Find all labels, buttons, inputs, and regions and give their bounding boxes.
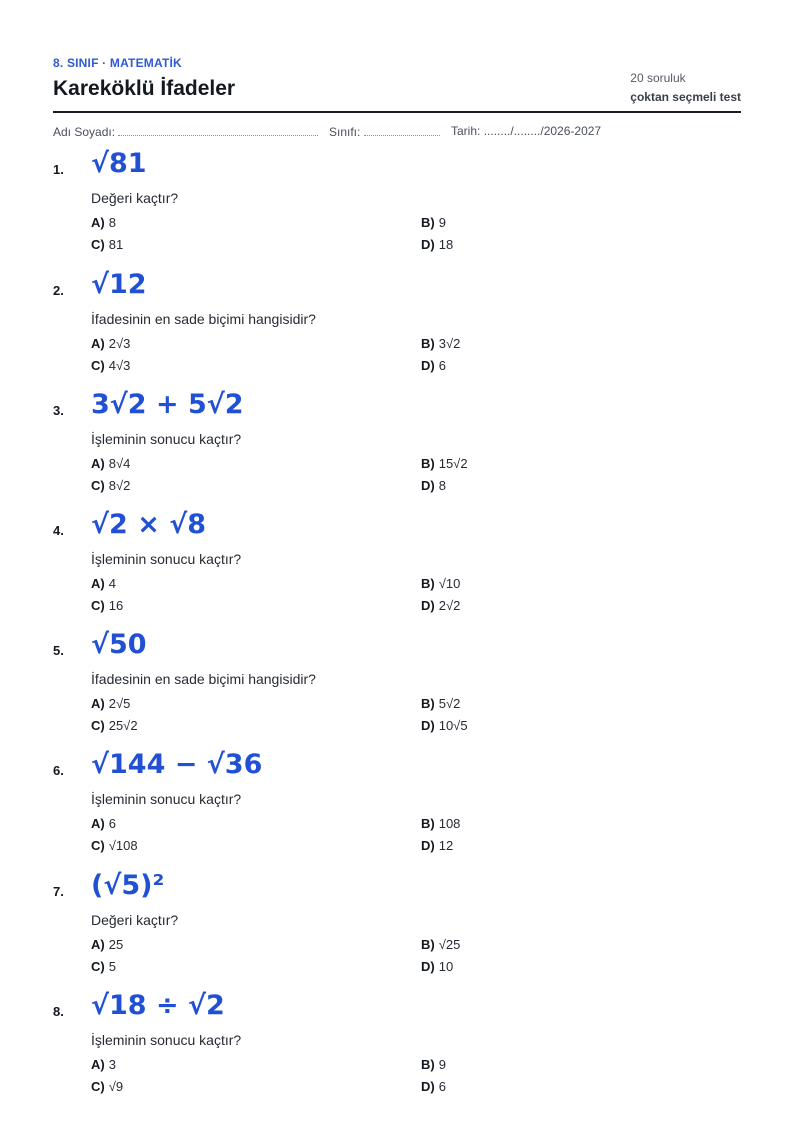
class-field[interactable]: [329, 124, 440, 139]
option-letter: C): [91, 237, 105, 252]
option-value: 8: [438, 478, 446, 493]
option-b[interactable]: [421, 576, 460, 591]
option-value: 25: [108, 937, 124, 952]
option-value: √9: [108, 1079, 124, 1094]
option-letter: D): [421, 959, 435, 974]
option-letter: A): [91, 816, 105, 831]
test-type: çoktan seçmeli test: [630, 90, 741, 104]
option-value: 6: [108, 816, 116, 831]
option-a[interactable]: [91, 696, 130, 711]
option-value: 8√4: [108, 456, 131, 471]
option-b[interactable]: [421, 456, 468, 471]
option-letter: B): [421, 215, 435, 230]
option-letter: D): [421, 1079, 435, 1094]
question-expression: √18 ÷ √2: [91, 990, 225, 1021]
name-label: Adı Soyadı:: [53, 125, 116, 139]
question-expression: √50: [91, 629, 147, 660]
option-value: 8: [108, 215, 116, 230]
question-text: Değeri kaçtır?: [91, 190, 179, 206]
option-letter: C): [91, 718, 105, 733]
option-value: 6: [438, 1079, 446, 1094]
option-d[interactable]: [421, 478, 446, 493]
question-count: 20 soruluk: [630, 71, 686, 85]
option-value: 25√2: [108, 718, 138, 733]
option-a[interactable]: [91, 937, 123, 952]
option-letter: C): [91, 598, 105, 613]
option-a[interactable]: [91, 576, 116, 591]
question-expression: √81: [91, 148, 147, 179]
option-letter: C): [91, 358, 105, 373]
option-c[interactable]: [91, 1079, 123, 1094]
option-b[interactable]: [421, 696, 460, 711]
class-blank[interactable]: [364, 124, 440, 136]
option-letter: D): [421, 358, 435, 373]
option-c[interactable]: [91, 237, 123, 252]
option-b[interactable]: [421, 816, 460, 831]
option-value: √10: [438, 576, 461, 591]
option-value: 9: [438, 1057, 446, 1072]
option-value: 108: [438, 816, 461, 831]
option-value: 3: [108, 1057, 116, 1072]
option-value: 5√2: [438, 696, 461, 711]
option-a[interactable]: [91, 816, 116, 831]
option-value: 5: [108, 959, 116, 974]
option-letter: A): [91, 215, 105, 230]
question-number: 6.: [53, 763, 64, 778]
option-d[interactable]: [421, 358, 446, 373]
option-letter: B): [421, 937, 435, 952]
question-number: 3.: [53, 403, 64, 418]
option-value: 12: [438, 838, 454, 853]
option-letter: D): [421, 478, 435, 493]
option-letter: C): [91, 838, 105, 853]
worksheet-page: [53, 0, 741, 1094]
option-b[interactable]: [421, 937, 460, 952]
option-d[interactable]: [421, 598, 460, 613]
name-blank[interactable]: [118, 124, 318, 136]
question-number: 5.: [53, 643, 64, 658]
option-d[interactable]: [421, 838, 453, 853]
option-b[interactable]: [421, 215, 446, 230]
option-letter: D): [421, 838, 435, 853]
option-value: 3√2: [438, 336, 461, 351]
option-c[interactable]: [91, 478, 130, 493]
option-value: 2√5: [108, 696, 131, 711]
test-meta: [630, 71, 741, 104]
option-letter: A): [91, 576, 105, 591]
option-value: 9: [438, 215, 446, 230]
name-field[interactable]: [53, 124, 318, 139]
date-value: ......../......../2026-2027: [483, 124, 602, 138]
question-number: 4.: [53, 523, 64, 538]
option-c[interactable]: [91, 598, 123, 613]
option-letter: D): [421, 237, 435, 252]
question-expression: √144 − √36: [91, 749, 263, 780]
question-text: İşleminin sonucu kaçtır?: [91, 791, 242, 807]
option-value: 2√3: [108, 336, 131, 351]
question-text: İşleminin sonucu kaçtır?: [91, 431, 242, 447]
option-letter: D): [421, 598, 435, 613]
option-a[interactable]: [91, 456, 130, 471]
question-text: Değeri kaçtır?: [91, 912, 179, 928]
option-d[interactable]: [421, 718, 468, 733]
question-number: 7.: [53, 884, 64, 899]
option-value: 10: [438, 959, 454, 974]
option-value: √25: [438, 937, 461, 952]
date-field[interactable]: [451, 124, 601, 138]
grade-subject-label: 8. SINIF · MATEMATİK: [53, 56, 182, 70]
option-value: 4√3: [108, 358, 131, 373]
option-letter: C): [91, 959, 105, 974]
option-b[interactable]: [421, 336, 460, 351]
option-value: 6: [438, 358, 446, 373]
option-letter: C): [91, 478, 105, 493]
option-value: 18: [438, 237, 454, 252]
question-text: İşleminin sonucu kaçtır?: [91, 551, 242, 567]
option-letter: A): [91, 336, 105, 351]
option-letter: A): [91, 696, 105, 711]
question-expression: √12: [91, 269, 147, 300]
option-d[interactable]: [421, 1079, 446, 1094]
option-a[interactable]: [91, 1057, 116, 1072]
option-b[interactable]: [421, 1057, 446, 1072]
question-expression: √2 × √8: [91, 509, 207, 540]
option-value: 8√2: [108, 478, 131, 493]
option-a[interactable]: [91, 336, 130, 351]
option-c[interactable]: [91, 959, 116, 974]
option-d[interactable]: [421, 959, 453, 974]
class-label: Sınıfı:: [329, 125, 361, 139]
option-c[interactable]: [91, 838, 138, 853]
worksheet-header: [53, 0, 741, 113]
option-letter: B): [421, 576, 435, 591]
option-a[interactable]: [91, 215, 116, 230]
question-number: 8.: [53, 1004, 64, 1019]
option-value: 10√5: [438, 718, 468, 733]
option-letter: A): [91, 937, 105, 952]
option-letter: B): [421, 816, 435, 831]
option-d[interactable]: [421, 237, 453, 252]
question-text: İfadesinin en sade biçimi hangisidir?: [91, 671, 316, 687]
student-info-fields: [53, 124, 741, 140]
option-letter: B): [421, 456, 435, 471]
option-letter: B): [421, 1057, 435, 1072]
option-letter: D): [421, 718, 435, 733]
question-text: İfadesinin en sade biçimi hangisidir?: [91, 311, 316, 327]
option-value: 4: [108, 576, 116, 591]
option-letter: A): [91, 456, 105, 471]
question-number: 2.: [53, 283, 64, 298]
date-label: Tarih:: [451, 124, 481, 138]
page-title: Kareköklü İfadeler: [53, 77, 236, 100]
option-letter: A): [91, 1057, 105, 1072]
question-expression: (√5)²: [91, 870, 165, 901]
question-text: İşleminin sonucu kaçtır?: [91, 1032, 242, 1048]
option-c[interactable]: [91, 718, 138, 733]
option-value: 81: [108, 237, 124, 252]
option-letter: C): [91, 1079, 105, 1094]
option-value: 16: [108, 598, 124, 613]
option-c[interactable]: [91, 358, 130, 373]
option-letter: B): [421, 696, 435, 711]
option-letter: B): [421, 336, 435, 351]
option-value: 2√2: [438, 598, 461, 613]
option-value: 15√2: [438, 456, 468, 471]
question-number: 1.: [53, 162, 64, 177]
option-value: √108: [108, 838, 138, 853]
question-expression: 3√2 + 5√2: [91, 389, 244, 420]
